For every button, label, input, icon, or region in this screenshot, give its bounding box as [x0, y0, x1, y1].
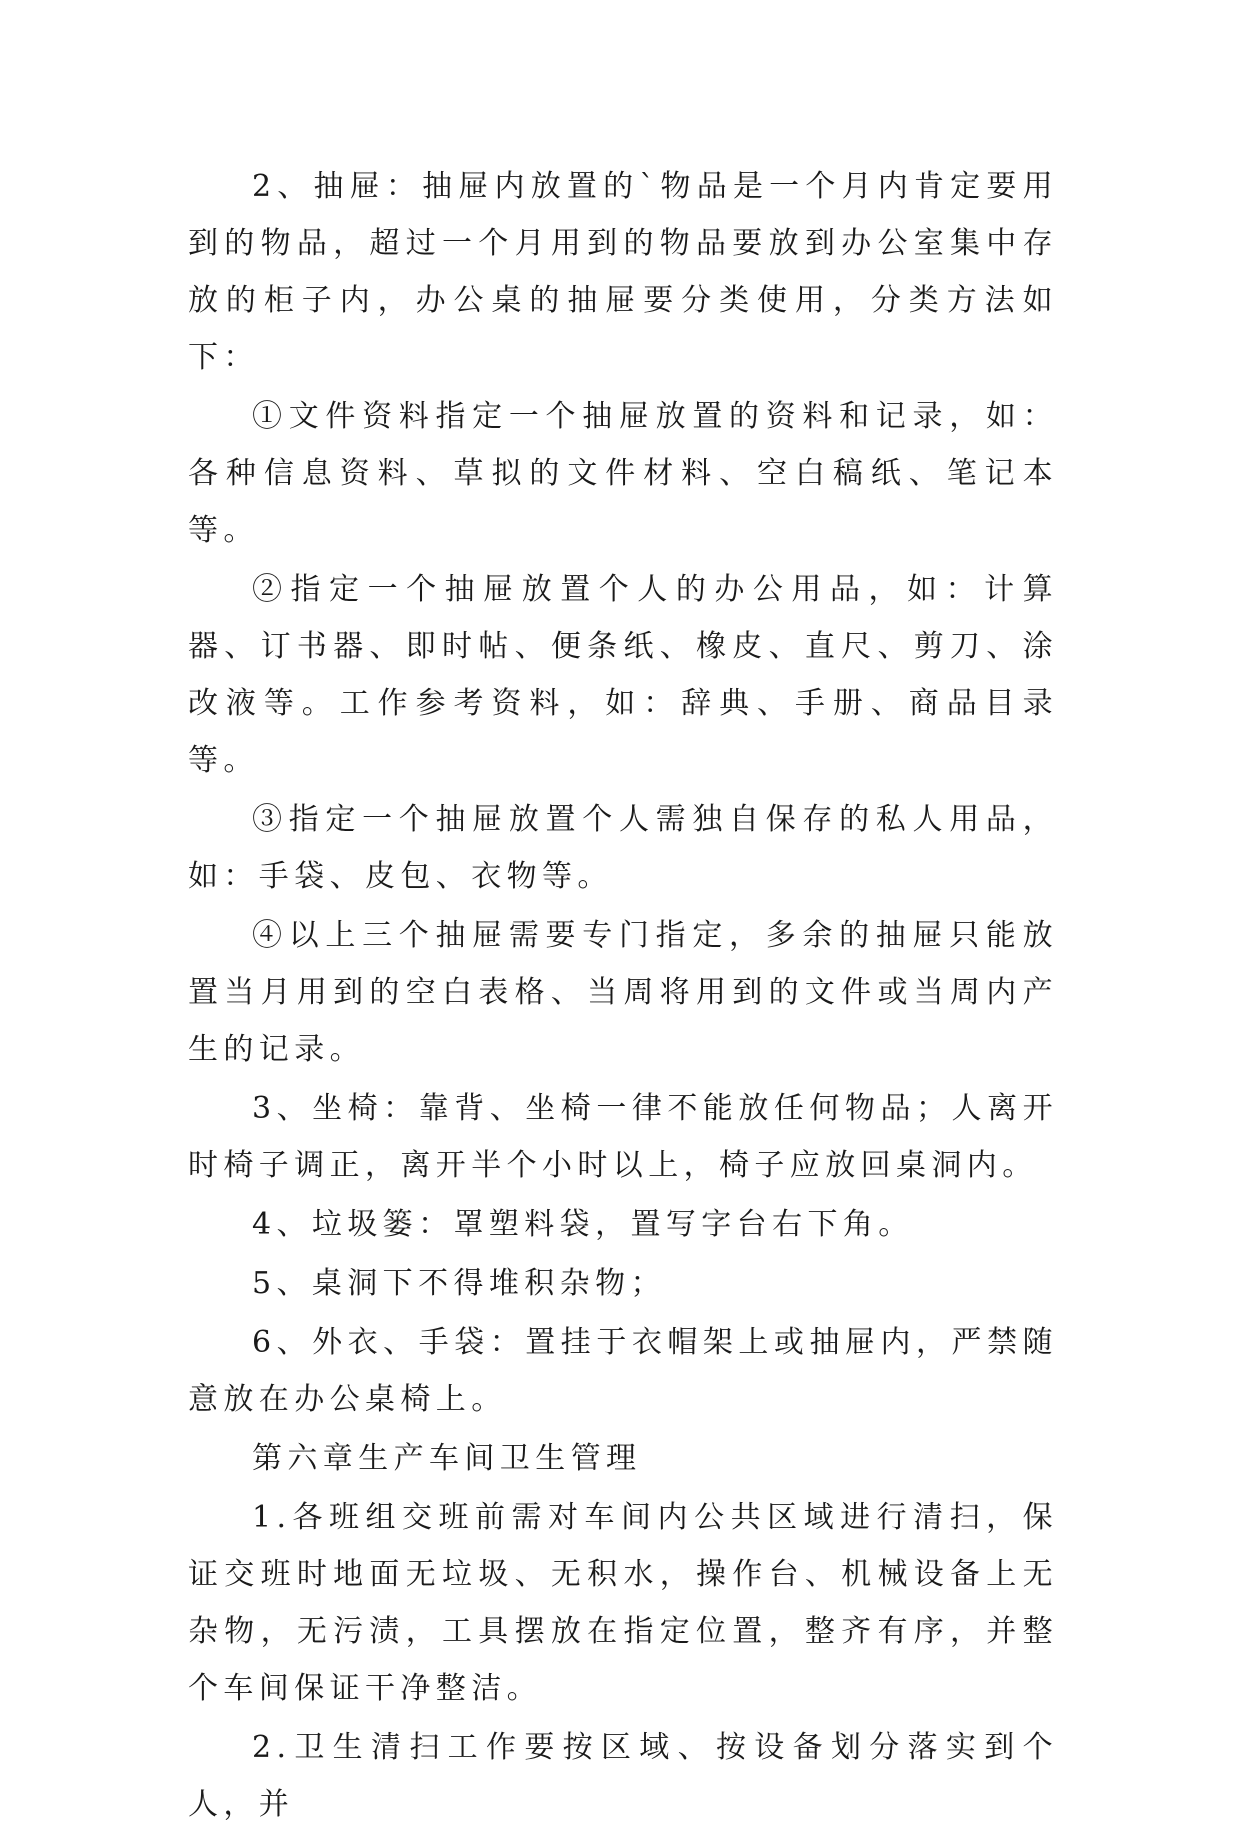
paragraph-workshop-cleaning: 1.各班组交班前需对车间内公共区域进行清扫，保证交班时地面无垃圾、无积水，操作台、机械设备上无杂物，无污渍，工具摆放在指定位置，整齐有序，并整个车间保证干净整洁。: [188, 1500, 1058, 1706]
paragraph-drawer-office-supplies: ②指定一个抽屉放置个人的办公用品，如：计算器、订书器、即时帖、便条纸、橡皮、直尺、剪刀、涂改液等。工作参考资料，如：辞典、手册、商品目录等。: [188, 572, 1058, 778]
paragraph-under-desk-rule: 5、桌洞下不得堆积杂物；: [252, 1266, 666, 1301]
paragraph-coat-bag-rule: 6、外衣、手袋：置挂于衣帽架上或抽屉内，严禁随意放在办公桌椅上。: [188, 1325, 1058, 1417]
paragraph-drawer-personal-items: ③指定一个抽屉放置个人需独自保存的私人用品，如：手袋、皮包、衣物等。: [188, 802, 1058, 894]
paragraph-chair-rule: 3、坐椅：靠背、坐椅一律不能放任何物品；人离开时椅子调正，离开半个小时以上，椅子应放回桌洞内。: [188, 1091, 1058, 1183]
paragraph-drawer-rule: 2、抽屉：抽屉内放置的`物品是一个月内肯定要用到的物品，超过一个月用到的物品要放到办公室集中存放的柜子内，办公桌的抽屉要分类使用，分类方法如下：: [188, 169, 1058, 375]
paragraph-cleaning-assignment: 2.卫生清扫工作要按区域、按设备划分落实到个人，并: [188, 1730, 1058, 1822]
document-body: [188, 158, 1058, 1835]
paragraph-drawer-files: ①文件资料指定一个抽屉放置的资料和记录，如：各种信息资料、草拟的文件材料、空白稿纸、笔记本等。: [188, 399, 1058, 548]
paragraph-drawer-extra: ④以上三个抽屉需要专门指定，多余的抽屉只能放置当月用到的空白表格、当周将用到的文件或当周内产生的记录。: [188, 918, 1058, 1067]
paragraph-trash-bin-rule: 4、垃圾篓：罩塑料袋，置写字台右下角。: [252, 1207, 914, 1242]
chapter-heading: 第六章生产车间卫生管理: [252, 1441, 642, 1476]
